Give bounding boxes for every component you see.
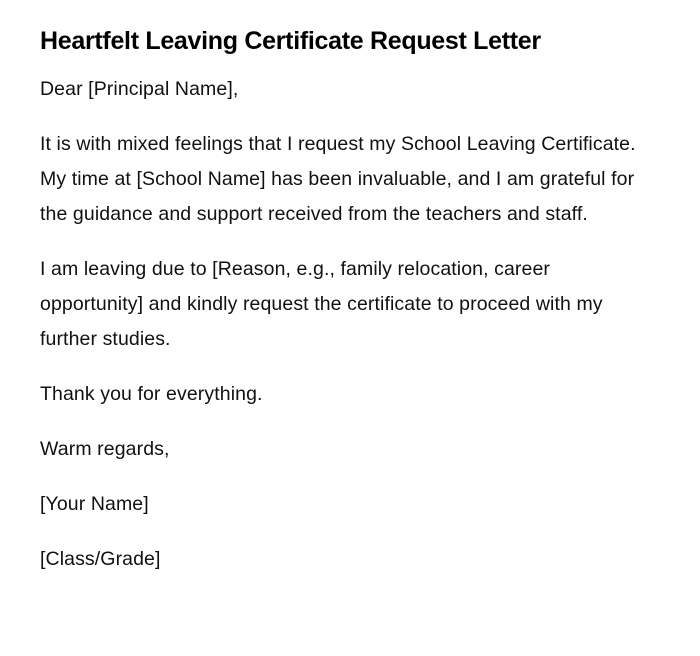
letter-paragraph-1: It is with mixed feelings that I request my School Leaving Certificate. My time at [School Name] has been invaluable, and I am grateful for the guidance and support received from the teachers and staff. <box>40 133 636 225</box>
signature-name: [Your Name] <box>40 493 149 515</box>
signature-class: [Class/Grade] <box>40 548 161 570</box>
letter-closing: Warm regards, <box>40 438 170 460</box>
letter-salutation: Dear [Principal Name], <box>40 78 239 100</box>
letter-paragraph-3: Thank you for everything. <box>40 383 263 405</box>
letter-paragraph-2: I am leaving due to [Reason, e.g., family relocation, career opportunity] and kindly request the certificate to proceed with my further studies. <box>40 258 603 350</box>
letter-document <box>40 24 640 597</box>
letter-title: Heartfelt Leaving Certificate Request Letter <box>40 27 541 55</box>
